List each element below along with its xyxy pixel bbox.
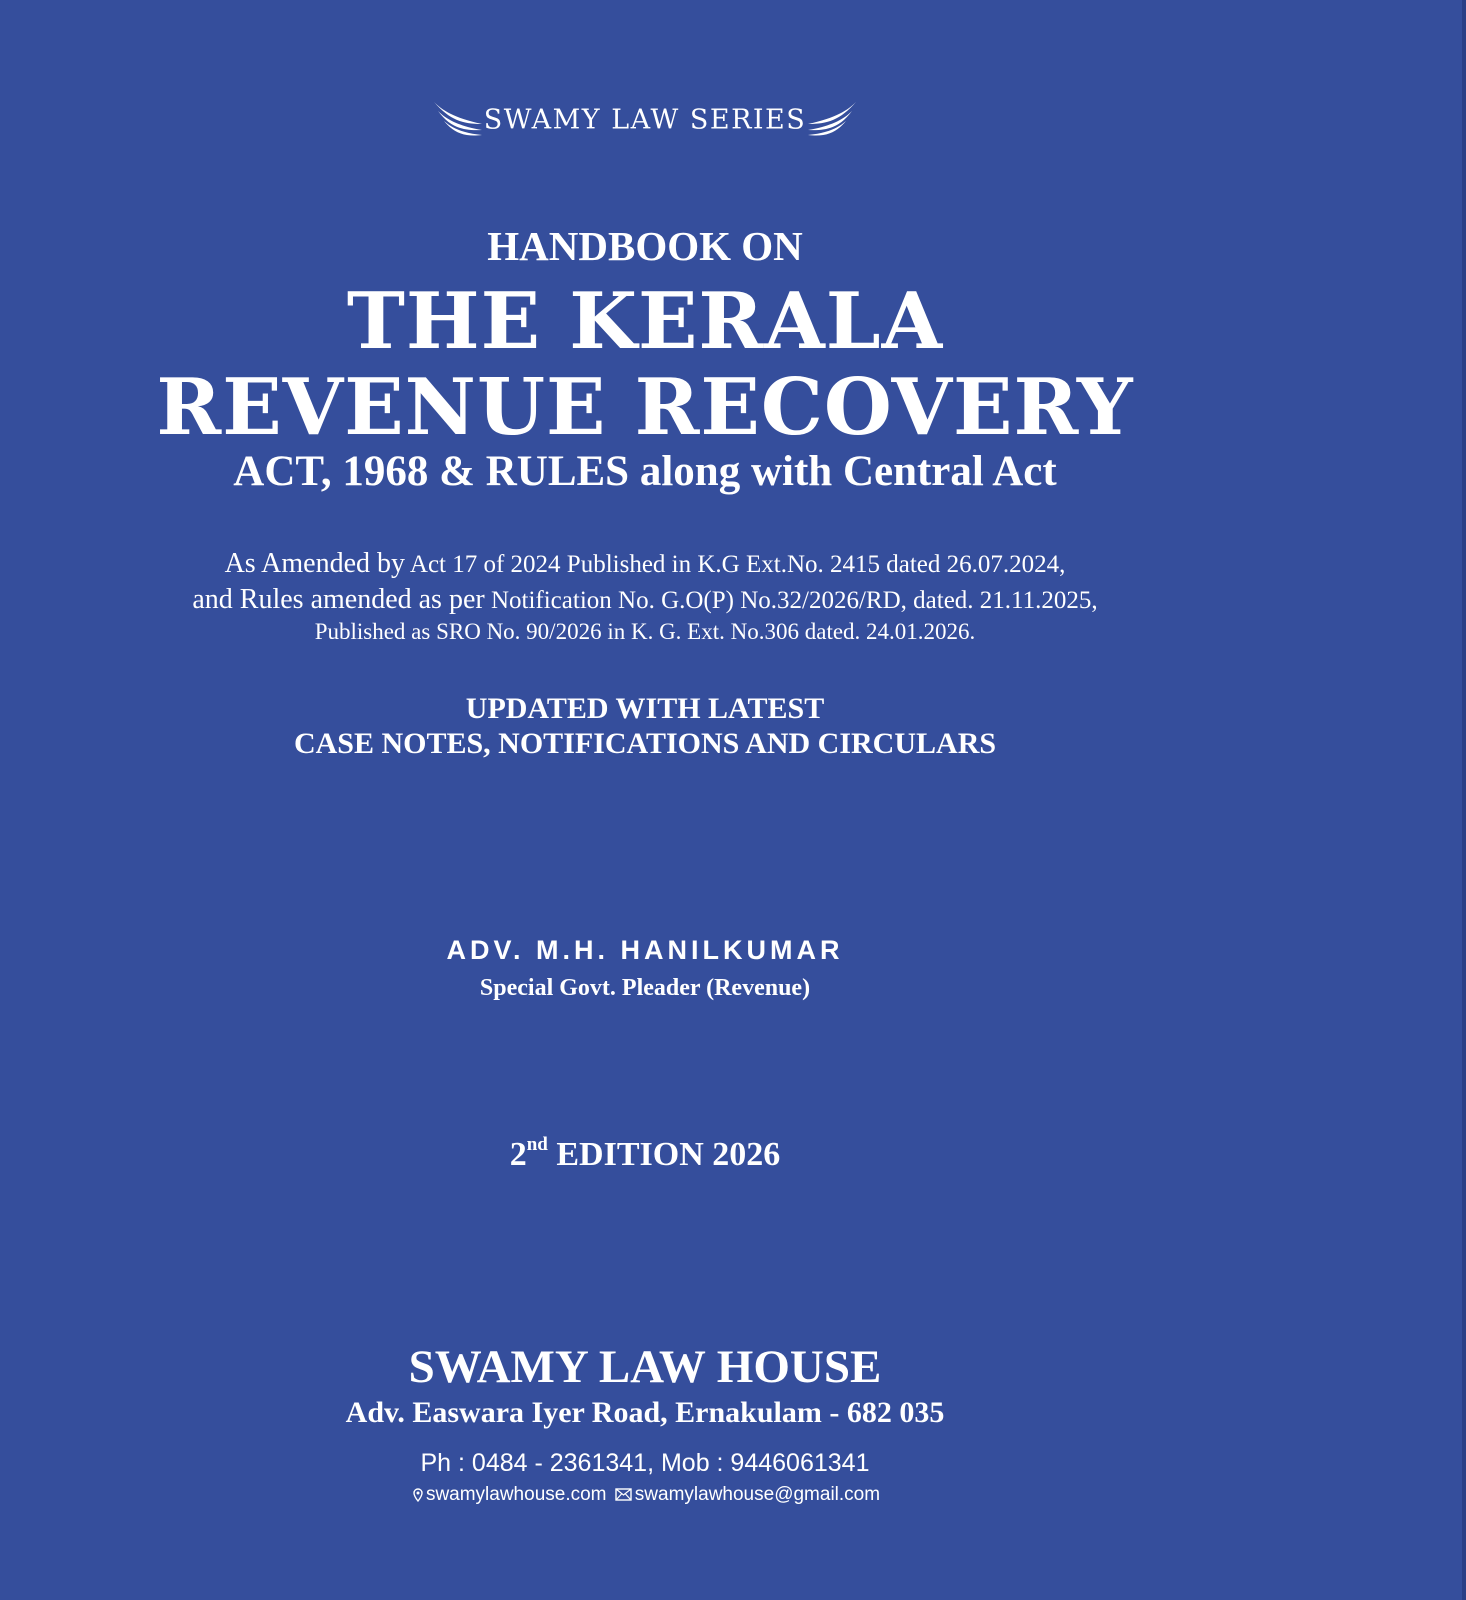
updated-line2: CASE NOTES, NOTIFICATIONS AND CIRCULARS: [293, 727, 997, 760]
publisher-phone: Ph : 0484 - 2361341, Mob : 9446061341: [420, 1449, 870, 1477]
publisher-name: SWAMY LAW HOUSE: [408, 1341, 882, 1393]
updated-line1: UPDATED WITH LATEST: [465, 692, 825, 725]
series-title: SWAMY LAW SERIES: [483, 104, 807, 136]
series-header: [0, 100, 1290, 140]
amendment-line2: [0, 584, 1290, 616]
publisher-contacts: [0, 1484, 1290, 1506]
publisher-email: swamylawhouse@gmail.com: [634, 1484, 881, 1505]
amendment-line2-rest: Notification No. G.O(P) No.32/2026/RD, dated. 21.11.2025,: [490, 587, 1098, 614]
book-title-line2: REVENUE RECOVERY: [156, 362, 1134, 453]
edition-suffix: nd: [526, 1134, 548, 1155]
edition: [0, 1136, 1290, 1174]
publisher-website: swamylawhouse.com: [425, 1484, 607, 1505]
book-subtitle: ACT, 1968 & RULES along with Central Act: [233, 448, 1057, 495]
location-icon: [413, 1488, 423, 1502]
amendment-line1-rest: Act 17 of 2024 Published in K.G Ext.No. 2415 dated 26.07.2024,: [409, 551, 1066, 578]
amendment-line3: Published as SRO No. 90/2026 in K. G. Ext. No.306 dated. 24.01.2026.: [314, 619, 976, 644]
left-wing-icon: [432, 100, 484, 140]
edition-text: EDITION 2026: [556, 1136, 781, 1173]
handbook-heading: HANDBOOK ON: [487, 223, 803, 269]
right-wing-icon: [806, 100, 858, 140]
amendment-line1: [0, 548, 1290, 580]
publisher-address: Adv. Easwara Iyer Road, Ernakulam - 682 035: [345, 1396, 945, 1429]
cover-edge: [1462, 0, 1466, 1600]
amendment-line1-lead: As Amended by: [224, 548, 406, 579]
amendment-line2-lead: and Rules amended as per: [192, 584, 485, 615]
edition-number: 2: [509, 1136, 527, 1173]
mail-icon: [615, 1488, 632, 1501]
author-name: ADV. M.H. HANILKUMAR: [446, 935, 844, 965]
author-role: Special Govt. Pleader (Revenue): [479, 975, 811, 1001]
book-title-line1: THE KERALA: [346, 276, 944, 367]
